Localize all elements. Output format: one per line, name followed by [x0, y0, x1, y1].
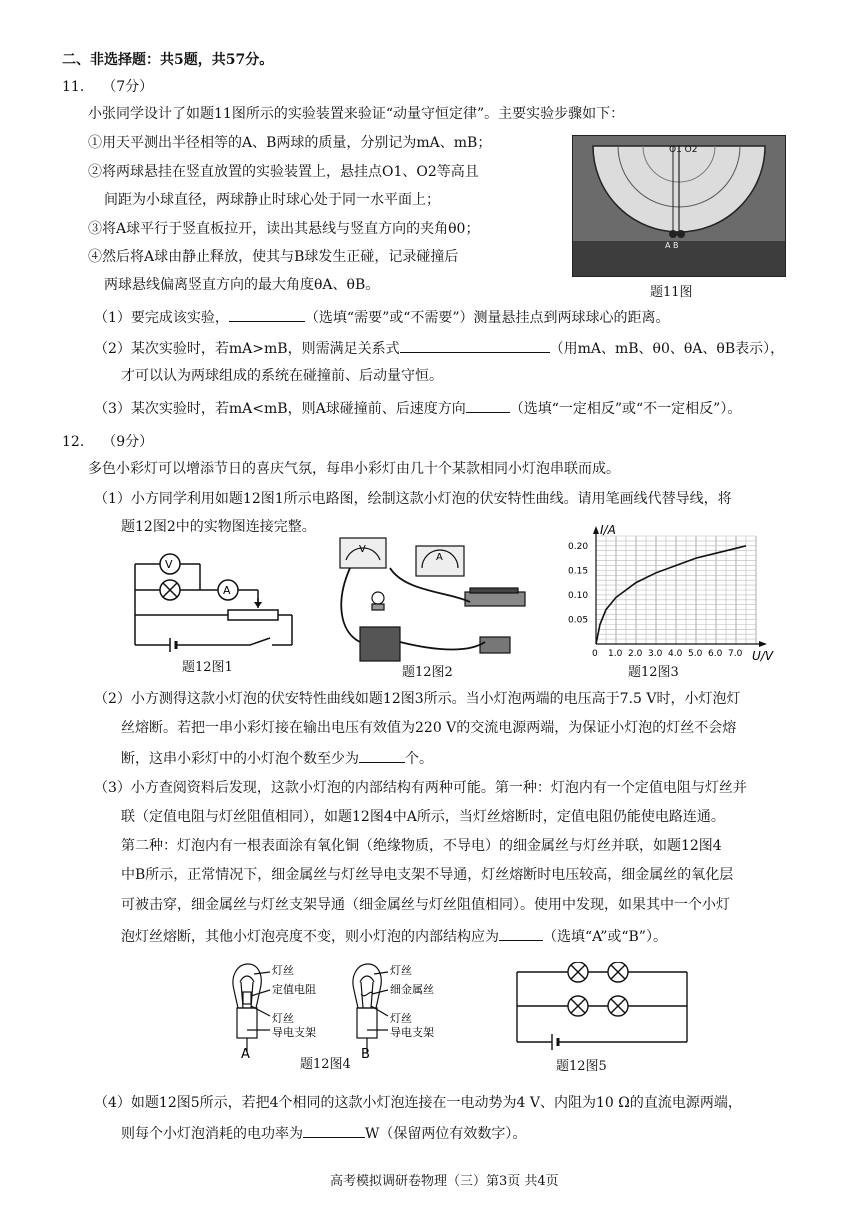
q11-p2-pre: （2）某次实验时，若mA>mB，则需满足关系式 — [94, 341, 400, 357]
q11-p1-answer-blank[interactable] — [229, 306, 305, 322]
fig12-5-caption: 题12图5 — [556, 1059, 607, 1074]
fig12-2-ammeter-label: A — [436, 552, 443, 563]
q11-p3-post: （选填“一定相反”或“不一定相反”）。 — [509, 401, 742, 417]
q12-p1b: 题12图2中的实物图连接完整。 — [121, 519, 316, 535]
fig12-4-a-filament2: 灯丝 — [272, 1012, 294, 1025]
q12-p3c: 第二种：灯泡内有一根表面涂有氧化铜（绝缘物质，不导电）的细金属丝与灯丝并联，如题12图4 — [121, 838, 722, 854]
q12-p2c-post: 个。 — [405, 751, 433, 767]
chart-y-arrow — [593, 526, 599, 534]
q11-part1 — [94, 306, 670, 328]
q11-step2b: 间距为小球直径，两球静止时球心处于同一水平面上； — [104, 192, 440, 208]
q11-p2-answer-blank[interactable] — [400, 337, 550, 353]
q11-step3: ③将A球平行于竖直板拉开，读出其悬线与竖直方向的夹角θ0； — [88, 221, 480, 237]
q12-p2a: （2）小方测得这款小灯泡的伏安特性曲线如题12图3所示。当小灯泡两端的电压高于7.5 V时，小灯泡灯 — [94, 691, 741, 707]
figure-12-1-circuit — [130, 550, 300, 659]
q11-intro: 小张同学设计了如题11图所示的实验装置来验证“动量守恒定律”。主要实验步骤如下： — [88, 106, 625, 122]
q11-p3-answer-blank[interactable] — [466, 397, 510, 413]
q12-p2c — [121, 747, 433, 769]
iv-chart-svg — [538, 522, 788, 662]
x-tick-label: 1.0 — [608, 649, 623, 659]
figure-12-3-chart — [538, 522, 788, 666]
figure-11-photo — [572, 135, 786, 277]
y-tick-label: 0.10 — [568, 590, 589, 601]
question-12-header — [62, 432, 153, 452]
x-tick-label: 5.0 — [688, 649, 703, 659]
fig12-4-caption: 题12图4 — [300, 1057, 351, 1072]
q11-step4a: ④然后将A球由静止释放，使其与B球发生正碰，记录碰撞后 — [88, 249, 459, 265]
page-footer: 高考模拟调研卷物理（三）第3页 共4页 — [330, 1174, 559, 1189]
q11-part2b: 才可以认为两球组成的系统在碰撞前、后动量守恒。 — [121, 368, 443, 384]
figure-12-5-circuit — [512, 962, 692, 1056]
q12-p4a: （4）如题12图5所示，若把4个相同的这款小灯泡连接在一电动势为4 V、内阻为10 Ω的直流电源两端， — [94, 1095, 742, 1111]
q11-points: （7分） — [102, 79, 154, 95]
fig12-4-b-letter: B — [361, 1047, 370, 1060]
q12-p3f-post: （选填“A”或“B”）。 — [543, 929, 667, 945]
q12-intro: 多色小彩灯可以增添节日的喜庆气氛，每串小彩灯由几十个某款相同小灯泡串联而成。 — [88, 461, 620, 477]
q12-p3f — [121, 925, 667, 947]
question-11-header — [62, 77, 153, 97]
q12-p4b-pre: 则每个小灯泡消耗的电功率为 — [121, 1126, 303, 1142]
fig12-4-b-support: 导电支架 — [390, 1026, 434, 1039]
x-tick-label: 4.0 — [668, 649, 683, 659]
fig12-4-b-wire: 细金属丝 — [390, 983, 434, 996]
fig11-o-labels: O1 O2 — [669, 145, 698, 155]
y-tick-label: 0.05 — [568, 615, 589, 626]
y-tick-label: 0.15 — [568, 566, 589, 577]
x-tick-label: 0 — [592, 649, 598, 659]
fig12-1-caption: 题12图1 — [182, 660, 233, 675]
q11-step2a: ②将两球悬挂在竖直放置的实验装置上，悬挂点O1、O2等高且 — [88, 164, 479, 180]
q12-p4-answer-blank[interactable] — [303, 1122, 365, 1138]
fig12-4-a-resistor: 定值电阻 — [272, 983, 316, 996]
fig12-2-voltmeter-label: V — [359, 544, 366, 555]
chart-x-arrow — [759, 641, 767, 647]
fig11-ab-labels: A B — [665, 241, 679, 250]
q11-p1-pre: （1）要完成该实验， — [94, 310, 229, 326]
q11-step4b: 两球悬线偏离竖直方向的最大角度θA、θB。 — [104, 277, 380, 293]
q12-p4b — [121, 1122, 526, 1144]
q12-points: （9分） — [102, 434, 154, 450]
figure-12-2-setup — [330, 532, 530, 671]
x-tick-label: 2.0 — [628, 649, 643, 659]
q12-p4b-post: W（保留两位有效数字）。 — [365, 1126, 527, 1142]
q12-p3e: 可被击穿，细金属丝与灯丝支架导通（细金属丝与灯丝阻值相同）。使用中发现，如果其中一个小灯 — [121, 897, 730, 913]
fig12-1-ammeter-label: A — [223, 584, 231, 597]
q11-p3-pre: （3）某次实验时，若mA<mB，则A球碰撞前、后速度方向 — [94, 401, 466, 417]
chart-y-label: I/A — [600, 523, 616, 537]
q12-p3-answer-blank[interactable] — [499, 925, 543, 941]
q11-step1: ①用天平测出半径相等的A、B两球的质量，分别记为mA、mB； — [88, 135, 492, 151]
q12-p3f-pre: 泡灯丝熔断，其他小灯泡亮度不变，则小灯泡的内部结构应为 — [121, 929, 499, 945]
y-tick-label: 0.20 — [568, 541, 589, 552]
q12-p2-answer-blank[interactable] — [359, 747, 405, 763]
figure-12-4-bulbs — [226, 960, 456, 1064]
chart-grid — [596, 536, 756, 644]
x-tick-label: 3.0 — [648, 649, 663, 659]
fig12-1-voltmeter-label: V — [165, 558, 173, 571]
q12-p2b: 丝熔断。若把一串小彩灯接在输出电压有效值为220 V的交流电源两端，为保证小灯泡的灯丝不会熔 — [121, 720, 737, 736]
q12-p1a: （1）小方同学利用如题12图1所示电路图，绘制这款小灯泡的伏安特性曲线。请用笔画线代替导线，将 — [94, 491, 732, 507]
section-title: 二、非选择题：共5题，共57分。 — [62, 52, 274, 68]
q11-p2-post: （用mA、mB、θ0、θA、θB表示）， — [549, 341, 785, 357]
q12-number: 12. — [62, 434, 85, 450]
q12-p3b: 联（定值电阻与灯丝阻值相同），如题12图4中A所示，当灯丝熔断时，定值电阻仍能使电路连通。 — [121, 809, 725, 825]
q12-p3a: （3）小方查阅资料后发现，这款小灯泡的内部结构有两种可能。第一种：灯泡内有一个定值电阻与灯丝并 — [94, 780, 747, 796]
fig12-4-a-filament: 灯丝 — [272, 964, 294, 977]
fig11-caption: 题11图 — [650, 285, 693, 300]
q12-p2c-pre: 断，这串小彩灯中的小灯泡个数至少为 — [121, 751, 359, 767]
fig12-4-a-support: 导电支架 — [272, 1026, 316, 1039]
fig12-2-caption: 题12图2 — [402, 665, 453, 680]
q11-number: 11. — [62, 79, 85, 95]
fig12-4-b-filament: 灯丝 — [390, 964, 412, 977]
q12-p3d: 中B所示，正常情况下，细金属丝与灯丝导电支架不导通，灯丝熔断时电压较高，细金属丝的氧化层 — [121, 867, 734, 883]
chart-x-label: U/V — [752, 649, 774, 662]
x-tick-label: 6.0 — [708, 649, 723, 659]
fig12-4-a-letter: A — [241, 1047, 250, 1060]
q11-part2 — [94, 337, 784, 359]
fig12-4-b-filament2: 灯丝 — [390, 1012, 412, 1025]
fig12-3-caption: 题12图3 — [628, 665, 679, 680]
q11-part3 — [94, 397, 741, 419]
q11-p1-post: （选填“需要”或“不需要”）测量悬挂点到两球球心的距离。 — [304, 310, 670, 326]
x-tick-label: 7.0 — [728, 649, 743, 659]
